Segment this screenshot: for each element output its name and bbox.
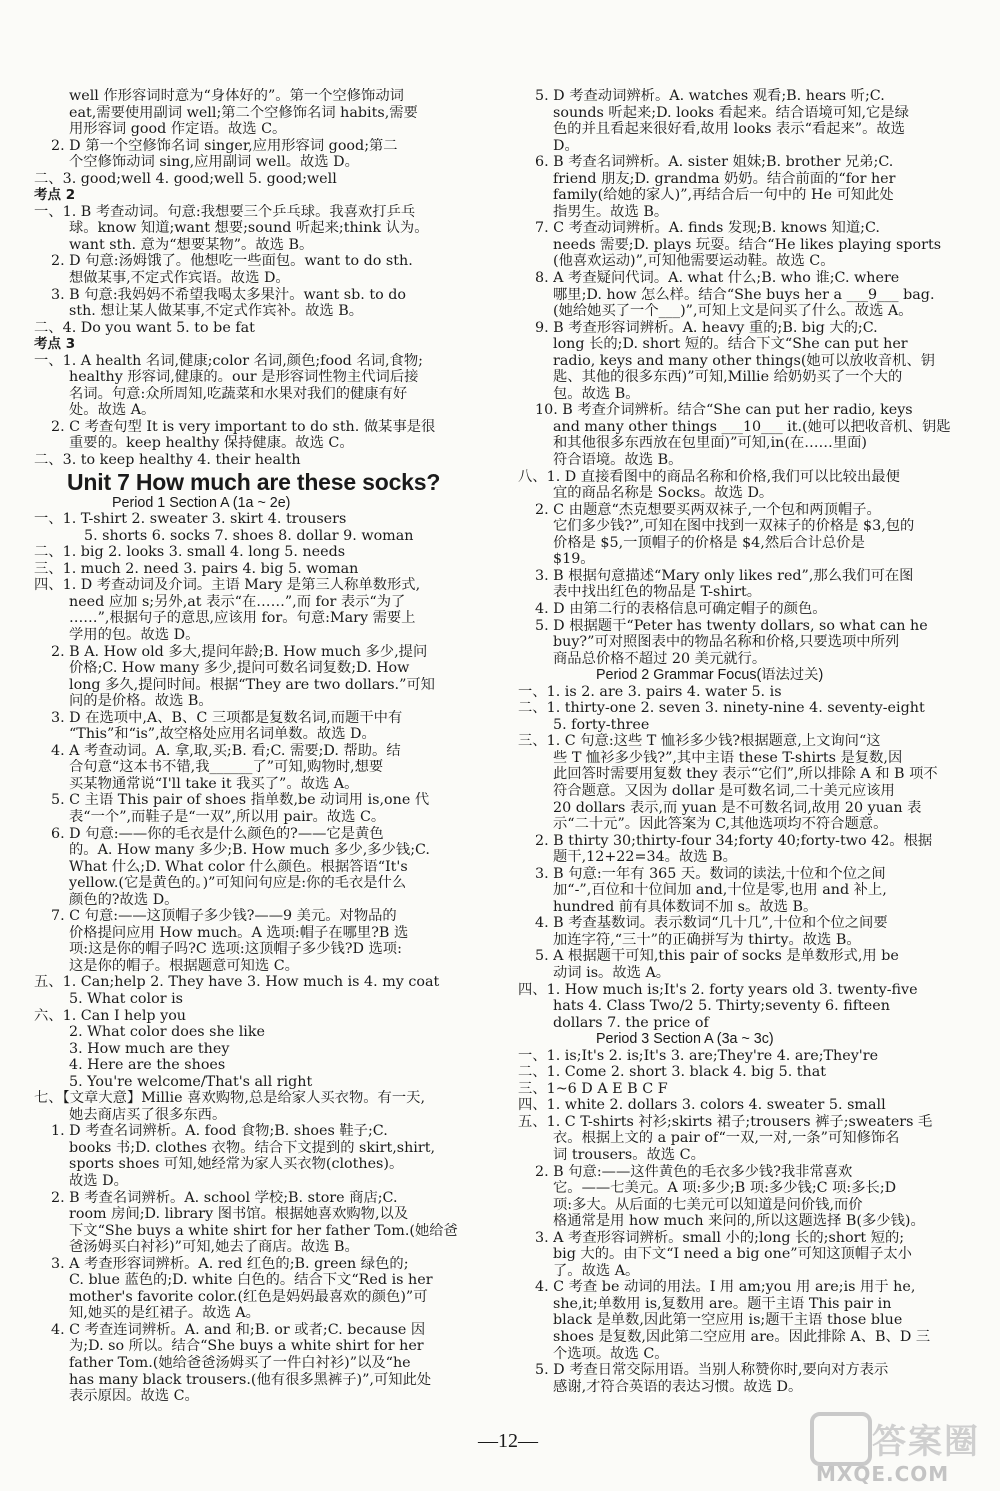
page-number: —12— bbox=[478, 1430, 538, 1452]
text-line: 7. C 句意:——这顶帽子多少钱?——9 美元。对物品的 bbox=[51, 908, 397, 925]
text-line: 匙、其他的很多东西)”可知,Millie 给奶奶买了一个大的 bbox=[553, 369, 903, 386]
text-line: 七、【文章大意】Millie 喜欢购物,总是给家人买衣物。有一天, bbox=[34, 1090, 425, 1107]
text-line: 五、1. Can;help 2. They have 3. How much is 4. my coat bbox=[34, 974, 440, 991]
text-line: books 书;D. clothes 衣物。结合下文提到的 skirt,shirt, bbox=[69, 1139, 436, 1156]
text-line: sports shoes 可知,她经常为家人买衣物(clothes)。 bbox=[69, 1156, 404, 1173]
text-line: 爸汤姆买白衬衫)”可知,她去了商店。故选 B。 bbox=[69, 1239, 359, 1256]
text-line: 五、1. C T-shirts 衬衫;skirts 裙子;trousers 裤子;sweaters 毛 bbox=[518, 1113, 933, 1130]
text-line: 表中找出红色的物品是 T-shirt。 bbox=[553, 584, 762, 601]
text-line: 三、1. C 句意:这些 T 恤衫多少钱?根据题意,上文询问“这 bbox=[518, 733, 881, 750]
text-line: 示“二十元”。因此答案为 C,其他选项均不符合题意。 bbox=[553, 816, 888, 833]
text-line: 四、1. How much is;It's 2. forty years old 3. twenty-five bbox=[518, 981, 918, 998]
left-column bbox=[34, 88, 486, 1405]
text-line: 了。故选 A。 bbox=[553, 1262, 640, 1279]
text-line: 一、1. is;It's 2. is;It's 3. are;They're 4. are;They're bbox=[518, 1047, 879, 1064]
text-line: 10. B 考查介词辨析。结合“She can put her radio, keys bbox=[535, 402, 913, 419]
text-line: 四、1. D 考查动词及介词。主语 Mary 是第三人称单数形式, bbox=[34, 577, 421, 594]
text-line: 指男生。故选 B。 bbox=[553, 203, 669, 220]
text-line: black 是单数,因此第一空应用 is;题干主语 those blue bbox=[553, 1312, 903, 1329]
text-line: 3. D 在选项中,A、B、C 三项都是复数名词,而题干中有 bbox=[51, 709, 403, 726]
text-line: she,it;单数用 is,复数用 are。题干主语 This pair in bbox=[553, 1295, 892, 1312]
text-line: need 应加 s;另外,at 表示“在……”,而 for 表示“为了 bbox=[69, 593, 406, 610]
text-line: 宜的商品名称是 Socks。故选 D。 bbox=[553, 485, 774, 502]
text-line: 5. D 考查动词辨析。A. watches 观看;B. hears 听;C. bbox=[535, 88, 885, 104]
text-line: 2. D 第一个空修饰名词 singer,应用形容词 good;第二 bbox=[51, 137, 398, 154]
text-line: 二、1. thirty-one 2. seven 3. ninety-nine 4. seventy-eight bbox=[518, 700, 925, 717]
section-label: 考点 3 bbox=[34, 336, 76, 353]
text-line: 此回答时需要用复数 they 表示“它们”,所以排除 A 和 B 项不 bbox=[553, 766, 938, 783]
text-line: 4. C 考查连词辨析。A. and 和;B. or 或者;C. because 因 bbox=[51, 1321, 426, 1338]
text-line: room 房间;D. library 图书馆。根据她喜欢购物,以及 bbox=[69, 1206, 409, 1223]
text-line: 题干,12+22=34。故选 B。 bbox=[553, 849, 737, 866]
text-line: 一、1. B 考查动词。句意:我想要三个乒乓球。我喜欢打乒乓 bbox=[34, 203, 416, 220]
text-line: 名词。句意:众所周知,吃蔬菜和水果对我们的健康有好 bbox=[69, 385, 408, 402]
text-line: 一、1. T-shirt 2. sweater 3. skirt 4. trousers bbox=[34, 511, 347, 528]
text-line: 二、1. big 2. looks 3. small 4. long 5. needs bbox=[34, 544, 346, 561]
text-line: (他喜欢运动)”,可知他需要运动鞋。故选 C。 bbox=[553, 253, 835, 270]
text-line: 2. C 由题意“杰克想要买两双袜子,一个包和两顶帽子。 bbox=[535, 501, 881, 518]
text-line: 9. B 考查形容词辨析。A. heavy 重的;B. big 大的;C. bbox=[535, 319, 878, 336]
text-line: 价格;C. How many 多少,提问可数名词复数;D. How bbox=[69, 660, 410, 677]
text-line: 5. You're welcome/That's all right bbox=[69, 1073, 313, 1090]
text-line: buy?”可对照图表中的物品名称和价格,只要选项中所列 bbox=[553, 634, 900, 651]
text-line: and many other things ___10___ it.(她可以把收音机、钥匙 bbox=[553, 418, 951, 435]
text-line: $19。 bbox=[553, 551, 595, 568]
text-line: (她给她买了一个___)”,可知上文是问买了什么。故选 A。 bbox=[553, 303, 913, 320]
text-line: 6. D 句意:——你的毛衣是什么颜色的?——它是黄色 bbox=[51, 825, 384, 842]
text-line: 八、1. D 直接看图中的商品名称和价格,我们可以比较出最便 bbox=[518, 468, 900, 485]
right-column bbox=[518, 88, 970, 1395]
text-line: 这是你的帽子。根据题意可知选 C。 bbox=[69, 957, 299, 974]
text-line: “This”和“is”,故空格处应用名词单数。故选 D。 bbox=[69, 726, 376, 743]
period-heading: Period 2 Grammar Focus(语法过关) bbox=[596, 667, 824, 684]
text-line: 4. B 考查基数词。表示数词“几十几”,十位和个位之间要 bbox=[535, 915, 888, 932]
text-line: 和其他很多东西放在包里面)”可知,in(在……里面) bbox=[553, 435, 868, 452]
text-line: 二、3. good;well 4. good;well 5. good;well bbox=[34, 170, 337, 187]
text-line: needs 需要;D. plays 玩耍。结合“He likes playing sports bbox=[553, 236, 942, 253]
text-line: 5. D 根据题干“Peter has twenty dollars, so what can he bbox=[535, 617, 928, 634]
text-line: 格通常是用 how much 来问的,所以这题选择 B(多少钱)。 bbox=[553, 1213, 925, 1230]
text-line: 想做某事,不定式作宾语。故选 D。 bbox=[69, 270, 290, 287]
text-line: 表示原因。故选 C。 bbox=[69, 1388, 199, 1405]
text-line: sth. 想让某人做某事,不定式作宾补。故选 B。 bbox=[69, 303, 364, 320]
text-line: 衣。根据上文的 a pair of“一双,一对,一条”可知修饰名 bbox=[553, 1130, 900, 1147]
text-line: 些 T 恤衫多少钱?”,其中主语 these T-shirts 是复数,因 bbox=[553, 749, 903, 766]
text-line: healthy 形容词,健康的。our 是形容词性物主代词后接 bbox=[69, 369, 419, 386]
text-line: 4. C 考查 be 动词的用法。I 用 am;you 用 are;is 用于 he, bbox=[535, 1279, 916, 1296]
text-line: 6. B 考查名词辨析。A. sister 姐妹;B. brother 兄弟;C. bbox=[535, 154, 894, 171]
text-line: 4. A 考查动词。A. 拿,取,买;B. 看;C. 需要;D. 帮助。结 bbox=[51, 742, 401, 759]
text-line: 2. B A. How old 多大,提问年龄;B. How much 多少,提问 bbox=[51, 643, 428, 660]
text-line: hats 4. Class Two/2 5. Thirty;seventy 6. fifteen bbox=[553, 998, 890, 1015]
text-line: big 大的。由下文“I need a big one”可知这顶帽子太小 bbox=[553, 1246, 912, 1263]
text-line: 颜色的?故选 D。 bbox=[69, 891, 179, 908]
text-line: 4. D 由第二行的表格信息可确定帽子的颜色。 bbox=[535, 600, 827, 617]
text-line: 5. What color is bbox=[69, 990, 183, 1007]
section-label: 考点 2 bbox=[34, 187, 76, 204]
text-line: 项:多大。从后面的七美元可以知道是问价钱,而价 bbox=[553, 1196, 863, 1213]
period-heading: Period 3 Section A (3a ~ 3c) bbox=[596, 1031, 774, 1048]
watermark-box-icon bbox=[810, 1412, 872, 1466]
text-line: C. blue 蓝色的;D. white 白色的。结合下文“Red is her bbox=[69, 1272, 433, 1289]
text-line: 二、3. to keep healthy 4. their health bbox=[34, 452, 301, 469]
text-line: 一、1. is 2. are 3. pairs 4. water 5. is bbox=[518, 683, 782, 700]
text-line: 3. B 句意:一年有 365 天。数词的读法,十位和个位之间 bbox=[535, 865, 886, 882]
text-line: 8. A 考查疑问代词。A. what 什么;B. who 谁;C. where bbox=[535, 270, 900, 287]
text-line: long 长的;D. short 短的。结合下文“She can put her bbox=[553, 336, 908, 353]
text-line: 符合题意。又因为 dollar 是可数名词,二十美元应该用 bbox=[553, 782, 895, 799]
text-line: 4. Here are the shoes bbox=[69, 1057, 226, 1074]
text-line: 二、1. Come 2. short 3. black 4. big 5. that bbox=[518, 1064, 827, 1081]
text-line: D。 bbox=[553, 137, 579, 154]
text-line: 四、1. white 2. dollars 3. colors 4. sweater 5. small bbox=[518, 1097, 886, 1114]
text-line: 为;D. so 所以。结合“She buys a white shirt for her bbox=[69, 1338, 424, 1355]
text-line: 表“一个”,而鞋子是“一双”,所以用 pair。故选 C。 bbox=[69, 808, 386, 825]
text-line: 2. B thirty 30;thirty-four 34;forty 40;forty-two 42。根据 bbox=[535, 832, 933, 849]
text-line: 三、1. much 2. need 3. pairs 4. big 5. woman bbox=[34, 560, 359, 577]
text-line: well 作形容词时意为“身体好的”。第一个空修饰动词 bbox=[69, 88, 404, 104]
text-line: 3. B 根据句意描述“Mary only likes red”,那么我们可在图 bbox=[535, 567, 914, 584]
text-line: 2. C 考查句型 It is very important to do sth. 做某事是很 bbox=[51, 418, 436, 435]
text-line: 5. forty-three bbox=[553, 716, 650, 733]
period-heading: Period 1 Section A (1a ~ 2e) bbox=[112, 494, 291, 511]
text-line: 3. B 句意:我妈妈不希望我喝太多果汁。want sb. to do bbox=[51, 286, 406, 303]
text-line: 3. How much are they bbox=[69, 1040, 230, 1057]
text-line: 故选 D。 bbox=[69, 1173, 128, 1189]
text-line: 六、1. Can I help you bbox=[34, 1007, 187, 1024]
text-line: 问的是价格。故选 B。 bbox=[69, 693, 213, 710]
text-line: has many black trousers.(他有很多黑裤子)”,可知此处 bbox=[69, 1371, 432, 1388]
text-line: 5. C 主语 This pair of shoes 指单数,be 动词用 is,one 代 bbox=[51, 792, 430, 809]
text-line: 2. B 句意:——这件黄色的毛衣多少钱?我非常喜欢 bbox=[535, 1163, 853, 1180]
text-line: 2. What color does she like bbox=[69, 1024, 265, 1041]
text-line: 5. D 考查日常交际用语。当别人称赞你时,要向对方表示 bbox=[535, 1362, 889, 1379]
text-line: long 多久,提问时间。根据“They are two dollars.”可知 bbox=[69, 676, 435, 693]
text-line: 二、4. Do you want 5. to be fat bbox=[34, 319, 255, 336]
text-line: mother's favorite color.(红色是妈妈最喜欢的颜色)”可 bbox=[69, 1288, 428, 1305]
text-line: 包。故选 B。 bbox=[553, 385, 640, 402]
text-line: sounds 听起来;D. looks 看起来。结合语境可知,它是绿 bbox=[553, 104, 909, 121]
text-line: 商品总价格不超过 20 美元就行。 bbox=[553, 650, 767, 667]
text-line: 价格提问应用 How much。A 选项:帽子在哪里?B 选 bbox=[69, 924, 409, 941]
text-line: family(给她的家人)”,再结合后一句中的 He 可知此处 bbox=[553, 187, 894, 204]
text-line: 加“-”,百位和十位间加 and,十位是零,也用 and 补上, bbox=[553, 882, 887, 899]
text-line: 处。故选 A。 bbox=[69, 402, 156, 419]
text-line: What 什么;D. What color 什么颜色。根据答语“It's bbox=[69, 858, 408, 875]
text-line: 球。know 知道;want 想要;sound 听起来;think 认为。 bbox=[69, 220, 429, 237]
unit-heading: Unit 7 How much are these socks? bbox=[67, 468, 441, 495]
text-line: 下文“She buys a white shirt for her father Tom.(她给爸 bbox=[69, 1222, 458, 1239]
text-line: yellow.(它是黄色的。)”可知问句应是:你的毛衣是什么 bbox=[69, 875, 407, 892]
text-line: 三、1~6 D A E B C F bbox=[518, 1080, 668, 1097]
text-line: 色的并且看起来很好看,故用 looks 表示“看起来”。故选 bbox=[553, 121, 905, 138]
text-line: 3. A 考查形容词辨析。small 小的;long 长的;short 短的; bbox=[535, 1229, 905, 1246]
text-line: father Tom.(她给爸爸汤姆买了一件白衬衫)”以及“he bbox=[69, 1355, 411, 1372]
text-line: 一、1. A health 名词,健康;color 名词,颜色;food 名词,食物; bbox=[34, 352, 423, 369]
text-line: 5. A 根据题干可知,this pair of socks 是单数形式,用 be bbox=[535, 948, 899, 965]
text-line: 她去商店买了很多东西。 bbox=[69, 1106, 227, 1123]
text-line: 价格是 $5,一顶帽子的价格是 $4,然后合计总价是 bbox=[553, 534, 865, 551]
watermark-url: MXQE.COM bbox=[816, 1462, 950, 1486]
text-line: radio, keys and many other things(她可以放收音机、钥 bbox=[553, 352, 936, 369]
text-line: 词 trousers。故选 C。 bbox=[553, 1147, 705, 1163]
text-line: dollars 7. the price of bbox=[553, 1014, 709, 1031]
text-line: 3. A 考查形容词辨析。A. red 红色的;B. green 绿色的; bbox=[51, 1255, 409, 1272]
text-line: 项:这是你的帽子吗?C 选项:这顶帽子多少钱?D 选项: bbox=[69, 941, 402, 958]
text-line: 加连字符,“三十”的正确拼写为 thirty。故选 B。 bbox=[553, 931, 861, 948]
text-line: 感谢,才符合英语的表达习惯。故选 D。 bbox=[553, 1378, 803, 1395]
text-line: 学用的包。故选 D。 bbox=[69, 626, 200, 643]
text-line: eat,需要使用副词 well;第二个空修饰名词 habits,需要 bbox=[69, 104, 418, 121]
text-line: 合句意“这本书不错,我______了”可知,购物时,想要 bbox=[69, 759, 384, 776]
text-line: 它。——七美元。A 项:多少;B 项:多少钱;C 项:多长;D bbox=[553, 1180, 897, 1197]
text-line: 5. shorts 6. socks 7. shoes 8. dollar 9. woman bbox=[84, 527, 414, 544]
text-line: 哪里;D. how 怎么样。结合“She buys her a ___9___ bag. bbox=[553, 286, 935, 303]
text-line: 个空修饰动词 sing,应用副词 well。故选 D。 bbox=[69, 154, 359, 171]
text-line: 的。A. How many 多少;B. How much 多少,多少钱;C. bbox=[69, 842, 430, 859]
text-line: 个选项。故选 C。 bbox=[553, 1345, 669, 1362]
text-line: 买某物通常说“I'll take it 我买了”。故选 A。 bbox=[69, 775, 359, 792]
watermark-brand: 答案圈 bbox=[872, 1422, 980, 1462]
watermark-logo bbox=[810, 1412, 980, 1484]
text-line: 7. C 考查动词辨析。A. finds 发现;B. knows 知道;C. bbox=[535, 220, 880, 237]
text-line: 用形容词 good 作定语。故选 C。 bbox=[69, 121, 287, 138]
text-line: friend 朋友;D. grandma 奶奶。结合前面的“for her bbox=[553, 170, 896, 187]
text-line: ……”,根据句子的意思,应该用 for。句意:Mary 需要上 bbox=[69, 610, 416, 627]
text-line: 1. D 考查名词辨析。A. food 食物;B. shoes 鞋子;C. bbox=[51, 1123, 388, 1140]
text-line: 符合语境。故选 B。 bbox=[553, 452, 683, 469]
text-line: hundred 前有具体数词不加 s。故选 B。 bbox=[553, 898, 818, 915]
text-line: want sth. 意为“想要某物”。故选 B。 bbox=[69, 236, 314, 253]
text-line: 2. D 句意:汤姆饿了。他想吃一些面包。want to do sth. bbox=[51, 253, 413, 270]
text-line: 重要的。keep healthy 保持健康。故选 C。 bbox=[69, 435, 354, 452]
text-line: shoes 是复数,因此第二空应用 are。因此排除 A、B、D 三 bbox=[553, 1329, 931, 1346]
text-line: 2. B 考查名词辨析。A. school 学校;B. store 商店;C. bbox=[51, 1189, 398, 1206]
text-line: 20 dollars 表示,而 yuan 是不可数名词,故用 20 yuan 表 bbox=[553, 799, 922, 816]
text-line: 知,她买的是红裙子。故选 A。 bbox=[69, 1305, 260, 1322]
text-line: 动词 is。故选 A。 bbox=[553, 964, 671, 981]
text-line: 它们多少钱?”,可知在图中找到一双袜子的价格是 $3,包的 bbox=[553, 518, 915, 535]
